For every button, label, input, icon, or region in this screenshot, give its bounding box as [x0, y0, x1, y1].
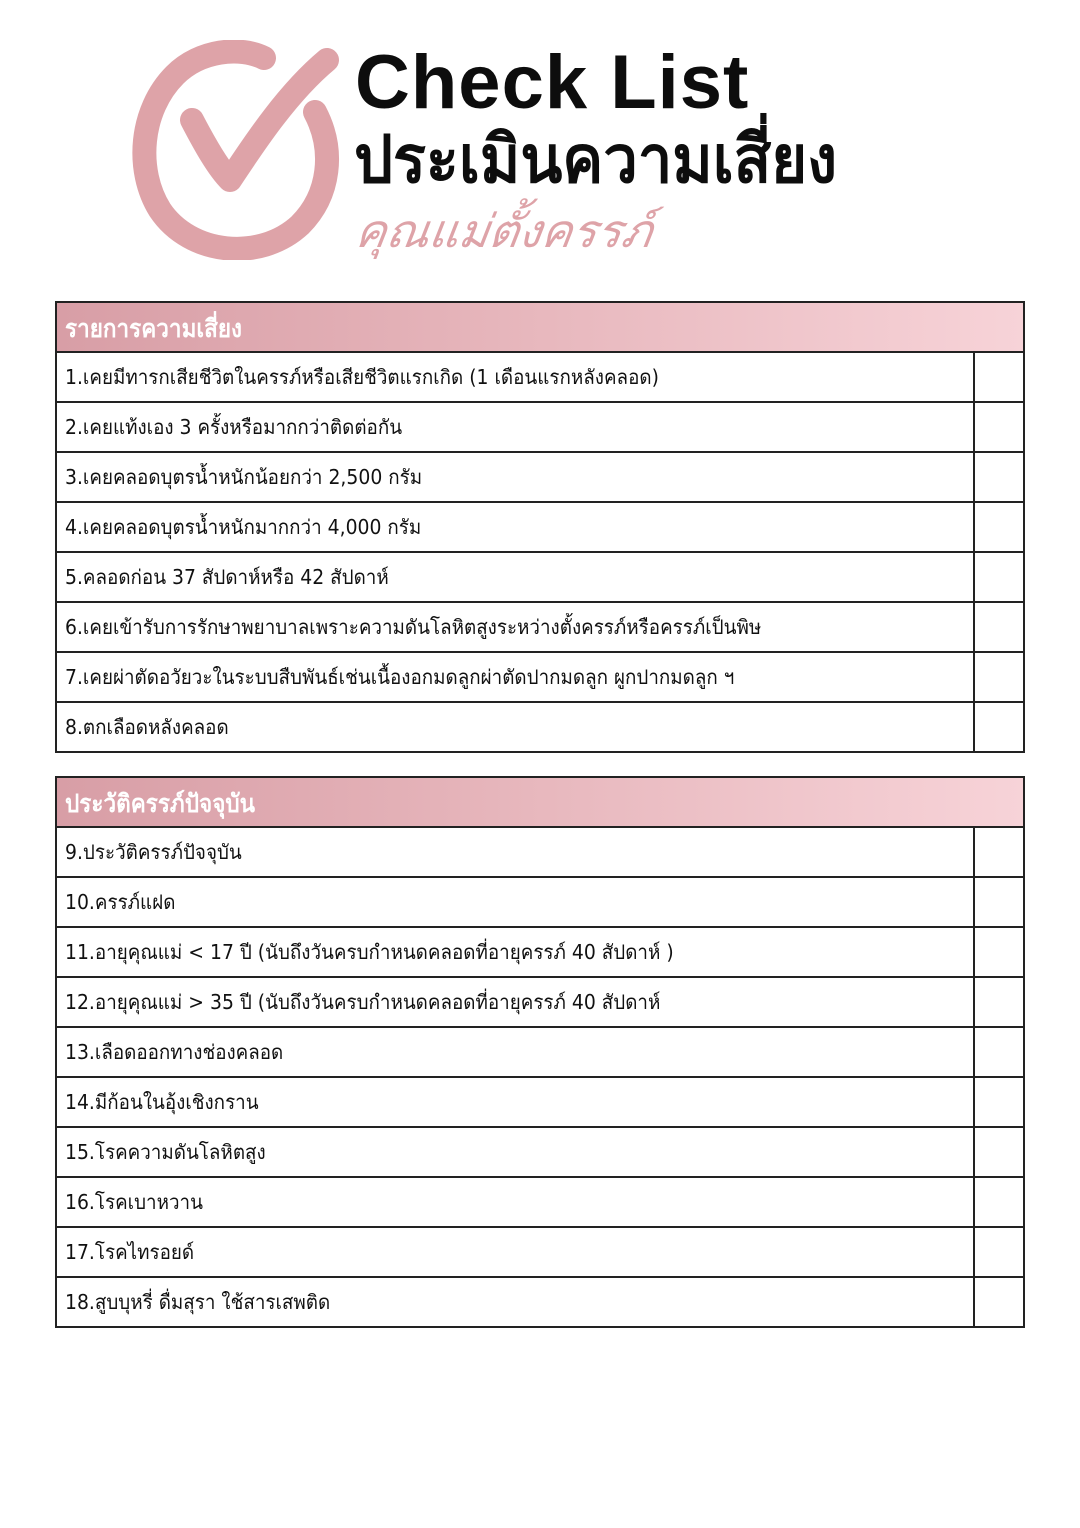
item-label: 2.เคยแท้งเอง 3 ครั้งหรือมากกว่าติดต่อกัน: [65, 415, 403, 439]
checkbox[interactable]: [973, 353, 1023, 401]
item-label: 9.ประวัติครรภ์ปัจจุบัน: [65, 840, 242, 864]
table-row: [57, 928, 1023, 978]
item-label: 10.ครรภ์แฝด: [65, 890, 176, 914]
checkbox[interactable]: [973, 878, 1023, 926]
item-label: 16.โรคเบาหวาน: [65, 1190, 203, 1214]
checkbox[interactable]: [973, 403, 1023, 451]
item-label: 1.เคยมีทารกเสียชีวิตในครรภ์หรือเสียชีวิตแรกเกิด (1 เดือนแรกหลังคลอด): [65, 365, 659, 389]
circle-check-icon: [130, 40, 340, 260]
table-row: [57, 828, 1023, 878]
section-title: ประวัติครรภ์ปัจจุบัน: [65, 789, 256, 818]
item-label: 7.เคยผ่าตัดอวัยวะในระบบสืบพันธ์เช่นเนื้องอกมดลูกผ่าตัดปากมดลูก ผูกปากมดลูก ฯ: [65, 665, 735, 689]
table-row: [57, 353, 1023, 403]
checkbox[interactable]: [973, 603, 1023, 651]
checkbox[interactable]: [973, 1228, 1023, 1276]
item-label: 18.สูบบุหรี่ ดื่มสุรา ใช้สารเสพติด: [65, 1290, 331, 1314]
table-row: [57, 603, 1023, 653]
item-label: 13.เลือดออกทางช่องคลอด: [65, 1040, 284, 1064]
item-label: 6.เคยเข้ารับการรักษาพยาบาลเพราะความดันโลหิตสูงระหว่างตั้งครรภ์หรือครรภ์เป็นพิษ: [65, 615, 762, 639]
table-row: [57, 703, 1023, 751]
table-row: [57, 1028, 1023, 1078]
item-label: 11.อายุคุณแม่ < 17 ปี (นับถึงวันครบกำหนดคลอดที่อายุครรภ์ 40 สัปดาห์ ): [65, 940, 674, 964]
section-header: [57, 778, 1023, 828]
checkbox[interactable]: [973, 703, 1023, 751]
checkbox[interactable]: [973, 828, 1023, 876]
table-row: [57, 978, 1023, 1028]
item-label: 5.คลอดก่อน 37 สัปดาห์หรือ 42 สัปดาห์: [65, 565, 389, 589]
checkbox[interactable]: [973, 978, 1023, 1026]
item-label: 15.โรคความดันโลหิตสูง: [65, 1140, 266, 1164]
item-label: 3.เคยคลอดบุตรน้ำหนักน้อยกว่า 2,500 กรัม: [65, 465, 423, 489]
item-label: 4.เคยคลอดบุตรน้ำหนักมากกว่า 4,000 กรัม: [65, 515, 422, 539]
page-title-thai: ประเมินความเสี่ยง: [354, 121, 838, 198]
checkbox[interactable]: [973, 653, 1023, 701]
section-header: [57, 303, 1023, 353]
item-label: 8.ตกเลือดหลังคลอด: [65, 715, 229, 739]
page-subtitle: คุณแม่ตั้งครรภ์: [352, 204, 657, 258]
page-title-english: Check List: [355, 40, 750, 125]
table-row: [57, 878, 1023, 928]
checkbox[interactable]: [973, 453, 1023, 501]
table-row: [57, 453, 1023, 503]
item-label: 14.มีก้อนในอุ้งเชิงกราน: [65, 1090, 259, 1114]
checkbox[interactable]: [973, 928, 1023, 976]
table-row: [57, 403, 1023, 453]
table-row: [57, 653, 1023, 703]
table-row: [57, 1228, 1023, 1278]
risk-checklist-table: [55, 301, 1025, 753]
checkbox[interactable]: [973, 1128, 1023, 1176]
table-row: [57, 1078, 1023, 1128]
table-row: [57, 1128, 1023, 1178]
checkbox[interactable]: [973, 553, 1023, 601]
checkbox[interactable]: [973, 1278, 1023, 1326]
table-row: [57, 553, 1023, 603]
item-label: 17.โรคไทรอยด์: [65, 1240, 195, 1264]
checkbox[interactable]: [973, 503, 1023, 551]
checkbox[interactable]: [973, 1178, 1023, 1226]
table-row: [57, 1178, 1023, 1228]
item-label: 12.อายุคุณแม่ > 35 ปี (นับถึงวันครบกำหนดคลอดที่อายุครรภ์ 40 สัปดาห์: [65, 990, 661, 1014]
table-row: [57, 503, 1023, 553]
table-row: [57, 1278, 1023, 1326]
section-title: รายการความเสี่ยง: [65, 314, 242, 343]
checkbox[interactable]: [973, 1078, 1023, 1126]
checkbox[interactable]: [973, 1028, 1023, 1076]
current-pregnancy-table: [55, 776, 1025, 1328]
